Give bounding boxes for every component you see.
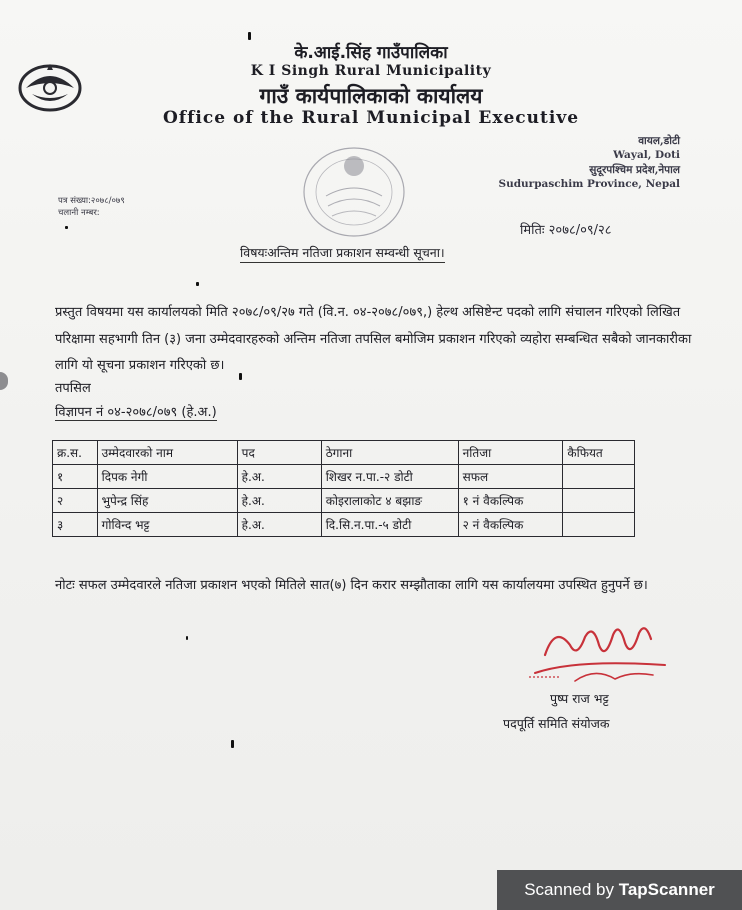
cell-remarks: [563, 513, 635, 537]
handwritten-signature: [515, 615, 675, 695]
header-address: ठेगाना: [321, 441, 458, 465]
cell-serial: १: [53, 465, 98, 489]
watermark-prefix: Scanned by: [524, 880, 619, 899]
table-row: [53, 489, 635, 513]
cell-post: हे.अ.: [237, 465, 321, 489]
ink-speck: [248, 32, 251, 40]
advertisement-number: विज्ञापन नं ०४-२०७८/०७९ (हे.अ.): [55, 402, 217, 421]
cell-result: सफल: [458, 465, 563, 489]
header-serial: क्र.स.: [53, 441, 98, 465]
cell-serial: ३: [53, 513, 98, 537]
address-province-en: Sudurpaschim Province, Nepal: [498, 178, 680, 190]
cell-remarks: [563, 465, 635, 489]
notice-subject: विषयःअन्तिम नतिजा प्रकाशन सम्वन्धी सूचना।: [240, 244, 445, 263]
address-province-np: सुदूरपश्चिम प्रदेश,नेपाल: [589, 164, 680, 176]
office-round-stamp: [300, 140, 408, 240]
cell-candidate-name: दिपक नेगी: [97, 465, 237, 489]
ink-speck: [186, 636, 188, 640]
results-table: [52, 440, 635, 537]
cell-result: १ नं वैकल्पिक: [458, 489, 563, 513]
ink-speck: [239, 373, 242, 380]
watermark-brand: TapScanner: [618, 880, 715, 899]
page-edge-shadow: [0, 372, 8, 390]
cell-post: हे.अ.: [237, 513, 321, 537]
cell-candidate-name: गोविन्द भट्ट: [97, 513, 237, 537]
cell-remarks: [563, 489, 635, 513]
cell-address: कोइरालाकोट ४ बझाङ: [321, 489, 458, 513]
ink-speck: [231, 740, 234, 748]
cell-address: शिखर न.पा.-२ डोटी: [321, 465, 458, 489]
address-place-en: Wayal, Doti: [613, 149, 680, 161]
header-remarks: कैफियत: [563, 441, 635, 465]
notice-note: नोटः सफल उम्मेदवारले नतिजा प्रकाशन भएको मितिले सात(७) दिन करार सम्झौताका लागि यस कार्यालयमा उपस्थित हुनुपर्ने छ।: [55, 578, 648, 593]
ink-speck: [65, 226, 68, 229]
office-name-np: गाउँ कार्यपालिकाको कार्यालय: [259, 84, 483, 108]
office-name-en: Office of the Rural Municipal Executive: [162, 108, 580, 128]
header-post: पद: [237, 441, 321, 465]
municipality-name-np: के.आई.सिंह गाउँपालिका: [294, 43, 448, 63]
signer-name: पुष्प राज भट्ट: [550, 691, 609, 706]
details-label: तपसिल: [55, 381, 91, 396]
table-header-row: [53, 441, 635, 465]
cell-result: २ नं वैकल्पिक: [458, 513, 563, 537]
letter-number: पत्र संख्या:२०७८/०७९: [58, 196, 125, 206]
dispatch-number: चलानी नम्बर:: [58, 208, 100, 218]
header-candidate-name: उम्मेदवारको नाम: [97, 441, 237, 465]
scanner-watermark: [497, 870, 742, 910]
cell-address: दि.सि.न.पा.-५ डोटी: [321, 513, 458, 537]
ink-speck: [196, 282, 199, 286]
notice-body: प्रस्तुत विषयमा यस कार्यालयको मिति २०७८/०९/२७ गते (वि.न. ०४-२०७८/०७९,) हेल्थ असिष्टेन्ट पदको लागि संचालन गरिएको लिखित परिक्षामा सहभागी तिन (३) जना उम्मेदवारहरुको अन्तिम नतिजा तपसिल बमोजिम प्रकाशन गरिएको व्यहोरा सम्बन्धित सबैको जानकारीका लागि यो सूचना प्रकाशन गरिएको छ।: [55, 305, 692, 373]
notice-date: मितिः २०७८/०९/२८: [520, 223, 612, 238]
address-place-np: वायल,डोटी: [638, 135, 680, 147]
cell-candidate-name: भुपेन्द्र सिंह: [97, 489, 237, 513]
table-row: [53, 465, 635, 489]
municipality-name-en: K I Singh Rural Municipality: [250, 63, 492, 79]
cell-post: हे.अ.: [237, 489, 321, 513]
table-row: [53, 513, 635, 537]
cell-serial: २: [53, 489, 98, 513]
header-result: नतिजा: [458, 441, 563, 465]
signer-title: पदपूर्ति समिति संयोजक: [503, 716, 610, 731]
